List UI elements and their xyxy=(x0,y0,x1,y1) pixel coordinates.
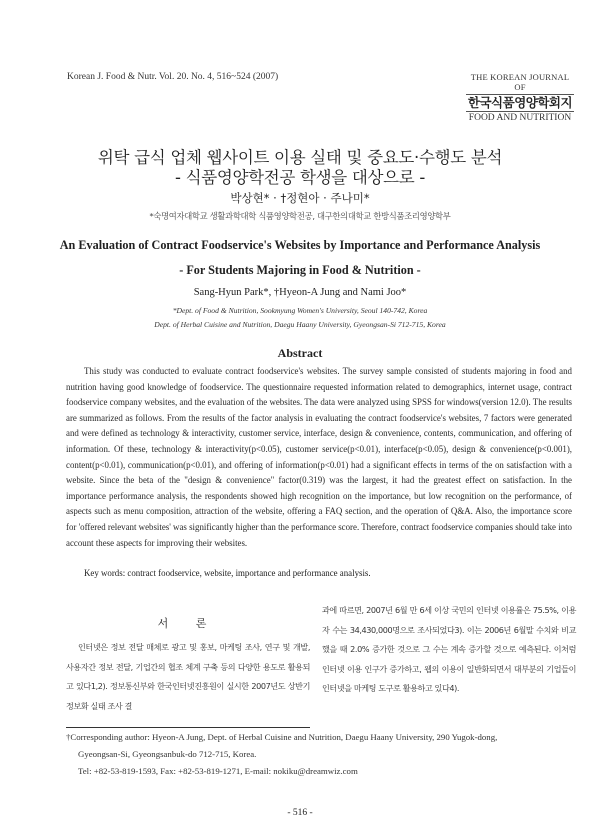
journal-logo xyxy=(466,73,574,124)
journal-name-ko: 한국식품영양학회지 xyxy=(467,94,573,110)
footnote-line3: Tel: +82-53-819-1593, Fax: +82-53-819-1271, E-mail: nokiku@dreamwiz.com xyxy=(78,765,358,776)
abstract-body xyxy=(66,364,572,551)
intro-left-column: 인터넷은 정보 전달 매체로 광고 및 홍보, 마케팅 조사, 연구 및 개발, 사용자간 정보 전달, 기업간의 협조 체계 구축 등의 다양한 용도로 활용되고 있다1,2). 정보통신부와 한국인터넷진흥원이 실시한 2007년도 상반기 정보화 실태 조사 결 xyxy=(66,642,310,711)
abstract-heading: Abstract xyxy=(277,346,323,360)
footnote-rule xyxy=(66,727,310,728)
journal-name-en-bottom: FOOD AND NUTRITION xyxy=(468,112,572,123)
abstract-paragraph: This study was conducted to evaluate contract foodservice's websites. The survey sample consisted of students majoring in food and nutrition having good knowledge of foodservice. The questionnaire requested information related to demographics, internet usage, contract foodservice company websites, and the evaluation of the websites. The data were analyzed using SPSS for windows(version 12.0). The results are summarized as follows. From the results of the factor analysis in evaluating the contract foodservice's websites, 7 factors were generated and were defined as technology & interactivity, customer service, interface, design & convenience, contents, communication, and offering of information. Of these, technology & interactivity(p<0.05), customer service(p<0.01), interface(p<0.05), design & convenience(p<0.001), content(p<0.01), communication(p<0.01), and offering of information(p<0.01) had a significant effects in terms of the on satisfaction with a website. Since the beta of the "design & convenience" factor(0.319) was the largest, it had the greatest effect on satisfaction. In the importance performance analysis, the respondents showed high recognition on the importance, but low recognition on the performance, of aspects such as menu composition, attraction of the website, offering a FAQ section, and the operation of Q&A. Also, the importance score for 'offered relevant websites' was significantly higher than the performance score. Therefore, contract foodservice companies should take into account these aspects for improving their websites. xyxy=(66,366,572,548)
section-heading-introduction: 서 론 xyxy=(157,617,219,630)
journal-name-en-top: THE KOREAN JOURNAL OF xyxy=(470,72,570,92)
footnote-line1: †Corresponding author: Hyeon-A Jung, Dept. of Herbal Cuisine and Nutrition, Daegu Haany University, 290 Yugok-dong, xyxy=(66,732,498,742)
korean-authors: 박상현* · †정현아 · 주나미* xyxy=(230,191,370,205)
english-authors: Sang-Hyun Park*, †Hyeon-A Jung and Nami Joo* xyxy=(193,287,407,298)
intro-right-column: 과에 따르면, 2007년 6월 만 6세 이상 국민의 인터넷 이용률은 75.5%, 이용자 수는 34,430,000명으로 조사되었다3). 이는 2006년 6월말 수치와 비교했을 때 2.0% 증가한 것으로 그 수는 계속 증가할 것으로 예측된다. 이처럼 인터넷 이용 인구가 증가하고, 웹의 이용이 일반화되면서 대부분의 기업들이 인터넷을 마케팅 도구로 활용하고 있다4). xyxy=(322,605,576,694)
english-affiliation-2: Dept. of Herbal Cuisine and Nutrition, Daegu Haany University, Gyeongsan-Si 712-715, Korea xyxy=(154,320,446,329)
korean-title-line2: - 식품영양학전공 학생을 대상으로 - xyxy=(174,168,426,187)
running-header-citation: Korean J. Food & Nutr. Vol. 20. No. 4, 516~524 (2007) xyxy=(67,72,279,82)
english-title-line1: An Evaluation of Contract Foodservice's Websites by Importance and Performance Analysis xyxy=(59,238,541,252)
journal-divider xyxy=(466,111,574,112)
english-affiliation-1: *Dept. of Food & Nutrition, Sookmyung Women's University, Seoul 140-742, Korea xyxy=(172,306,428,315)
korean-title-line1: 위탁 급식 업체 웹사이트 이용 실태 및 중요도·수행도 분석 xyxy=(97,148,503,167)
english-title-line2: - For Students Majoring in Food & Nutrition - xyxy=(179,263,421,277)
page-number: - 516 - xyxy=(287,808,313,818)
footnote-line2: Gyeongsan-Si, Gyeongsanbuk-do 712-715, Korea. xyxy=(78,748,257,759)
footnote xyxy=(66,729,576,779)
keywords: Key words: contract foodservice, website, importance and performance analysis. xyxy=(84,568,371,578)
korean-affiliation: *숙명여자대학교 생활과학대학 식품영양학전공, 대구한의대학교 한방식품조리영양학부 xyxy=(149,211,451,221)
